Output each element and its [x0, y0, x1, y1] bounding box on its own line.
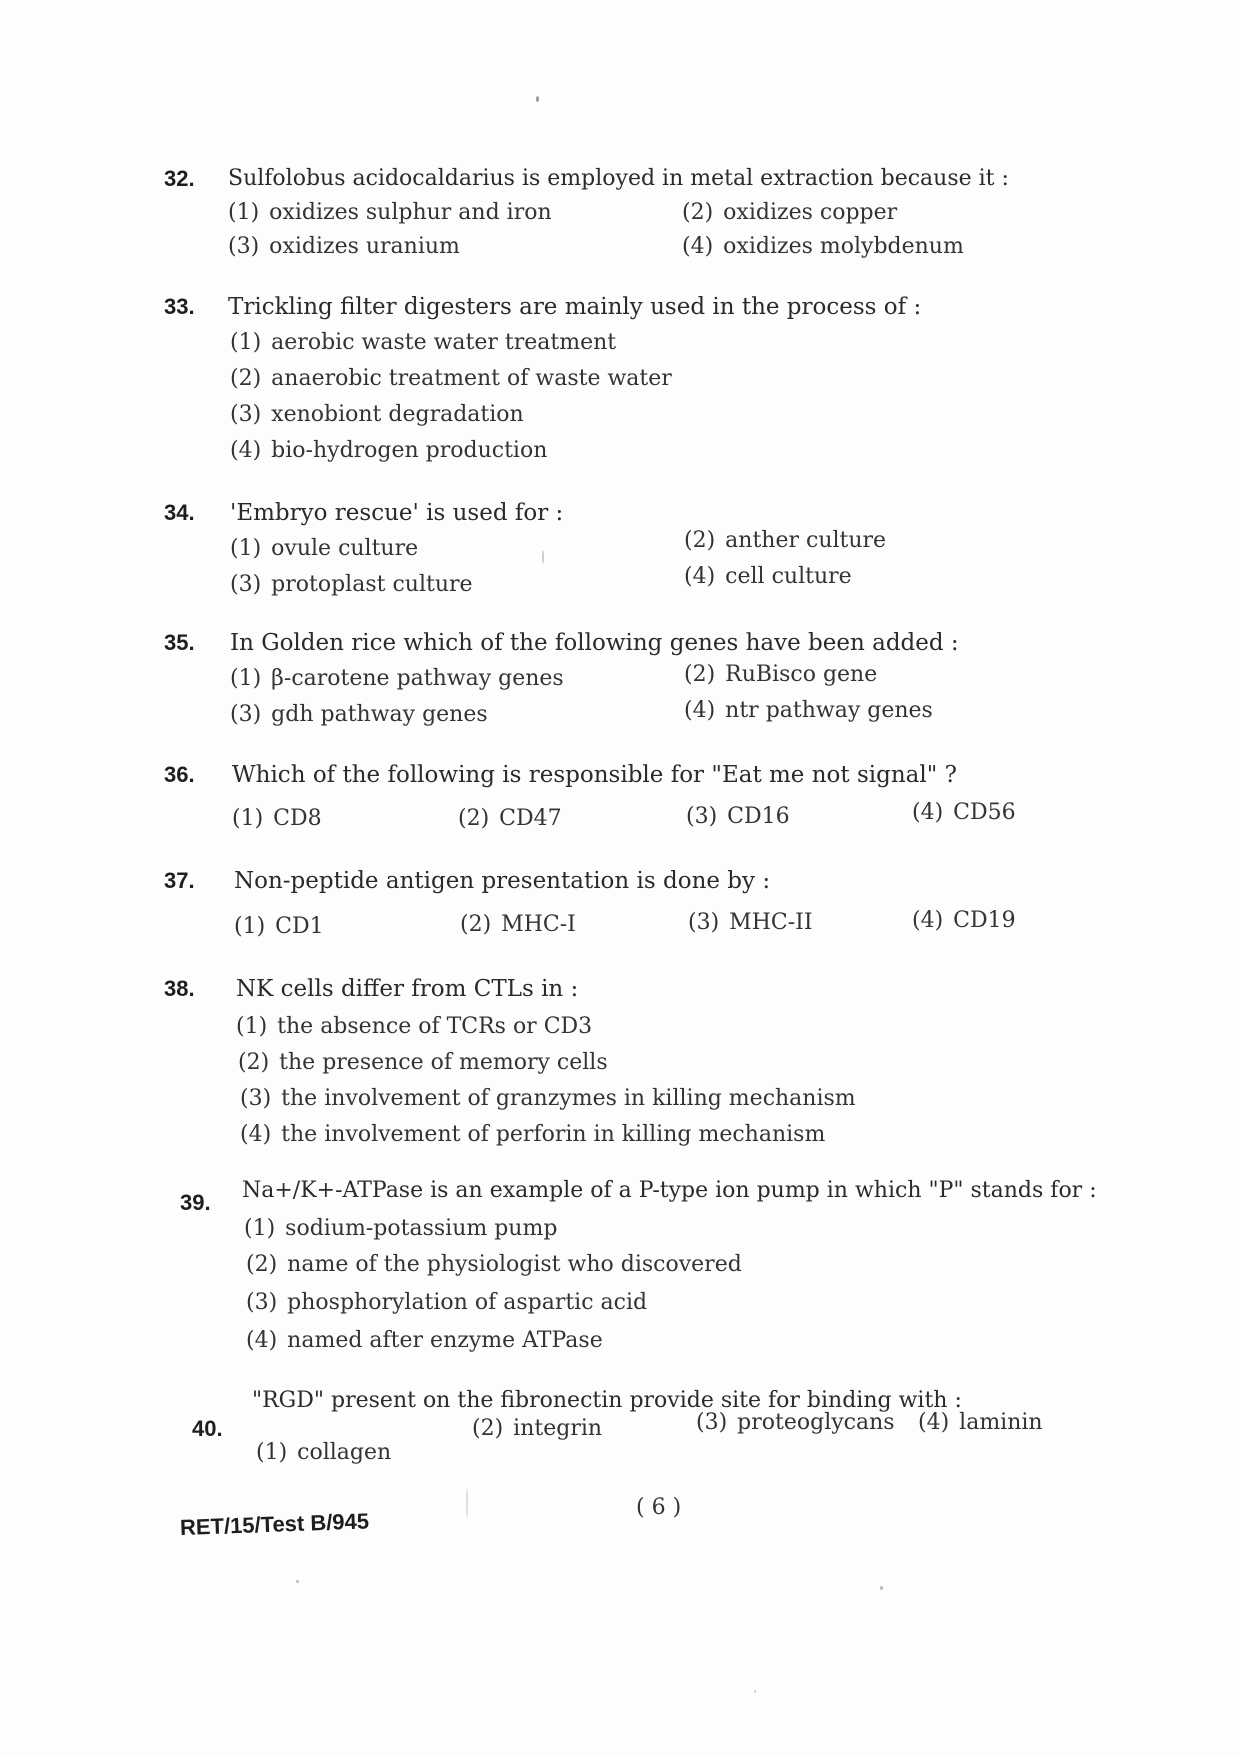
option-4: (4) ntr pathway genes: [684, 698, 933, 723]
option-1: (1) CD8: [232, 806, 322, 831]
scan-speck: [880, 1586, 883, 1590]
option-1: (1) β-carotene pathway genes: [230, 666, 564, 691]
option-2: (2) anaerobic treatment of waste water: [230, 366, 672, 391]
option-1: (1) aerobic waste water treatment: [230, 330, 617, 355]
option-3: (3) phosphorylation of aspartic acid: [246, 1290, 648, 1315]
question-text: "RGD" present on the fibronectin provide site for binding with :: [252, 1388, 962, 1413]
question-number: 39.: [180, 1190, 211, 1215]
option-2: (2) RuBisco gene: [684, 662, 878, 687]
option-1: (1) collagen: [256, 1440, 392, 1465]
option-1: (1) oxidizes sulphur and iron: [228, 200, 552, 225]
option-4: (4) the involvement of perforin in killing mechanism: [240, 1122, 826, 1147]
option-2: (2) MHC-I: [460, 912, 576, 937]
option-1: (1) the absence of TCRs or CD3: [236, 1014, 593, 1039]
option-2: (2) anther culture: [684, 528, 887, 553]
question-text: In Golden rice which of the following genes have been added :: [230, 630, 959, 656]
option-4: (4) bio-hydrogen production: [230, 438, 548, 463]
option-3: (3) oxidizes uranium: [228, 234, 460, 259]
option-1: (1) CD1: [234, 914, 324, 939]
question-number: 38.: [164, 976, 195, 1001]
scan-speck: [542, 550, 544, 564]
option-4: (4) CD56: [912, 800, 1016, 825]
question-text: Na+/K+-ATPase is an example of a P-type ion pump in which "P" stands for :: [242, 1178, 1097, 1203]
question-text: NK cells differ from CTLs in :: [236, 976, 579, 1002]
option-3: (3) xenobiont degradation: [230, 402, 524, 427]
option-2: (2) CD47: [458, 806, 562, 831]
question-number: 33.: [164, 294, 195, 319]
option-4: (4) CD19: [912, 908, 1016, 933]
question-number: 34.: [164, 500, 195, 525]
option-2: (2) the presence of memory cells: [238, 1050, 608, 1075]
option-4: (4) cell culture: [684, 564, 852, 589]
scan-speck: [754, 1690, 756, 1693]
option-4: (4) named after enzyme ATPase: [246, 1328, 603, 1353]
option-3: (3) CD16: [686, 804, 790, 829]
question-number: 40.: [192, 1416, 223, 1441]
option-3: (3) proteoglycans: [696, 1410, 895, 1435]
page-number: ( 6 ): [636, 1495, 682, 1520]
scan-speck: [296, 1580, 299, 1583]
option-2: (2) name of the physiologist who discovered: [246, 1252, 742, 1277]
question-text: Non-peptide antigen presentation is done by :: [234, 868, 771, 894]
option-3: (3) the involvement of granzymes in killing mechanism: [240, 1086, 856, 1111]
scan-speck: [536, 96, 539, 102]
option-3: (3) MHC-II: [688, 910, 813, 935]
scan-speck: [466, 1488, 468, 1518]
option-4: (4) oxidizes molybdenum: [682, 234, 964, 259]
option-2: (2) integrin: [472, 1416, 603, 1441]
question-number: 37.: [164, 868, 195, 893]
option-3: (3) protoplast culture: [230, 572, 473, 597]
option-3: (3) gdh pathway genes: [230, 702, 488, 727]
option-4: (4) laminin: [918, 1410, 1043, 1435]
question-text: Which of the following is responsible for "Eat me not signal" ?: [232, 762, 957, 788]
question-number: 32.: [164, 166, 195, 191]
question-text: 'Embryo rescue' is used for :: [230, 500, 564, 526]
option-1: (1) ovule culture: [230, 536, 419, 561]
question-number: 35.: [164, 630, 195, 655]
option-2: (2) oxidizes copper: [682, 200, 898, 225]
question-text: Trickling filter digesters are mainly used in the process of :: [228, 294, 922, 320]
option-1: (1) sodium-potassium pump: [244, 1216, 558, 1241]
question-text: Sulfolobus acidocaldarius is employed in metal extraction because it :: [228, 166, 1009, 191]
paper-code: RET/15/Test B/945: [179, 1508, 370, 1540]
question-number: 36.: [164, 762, 195, 787]
